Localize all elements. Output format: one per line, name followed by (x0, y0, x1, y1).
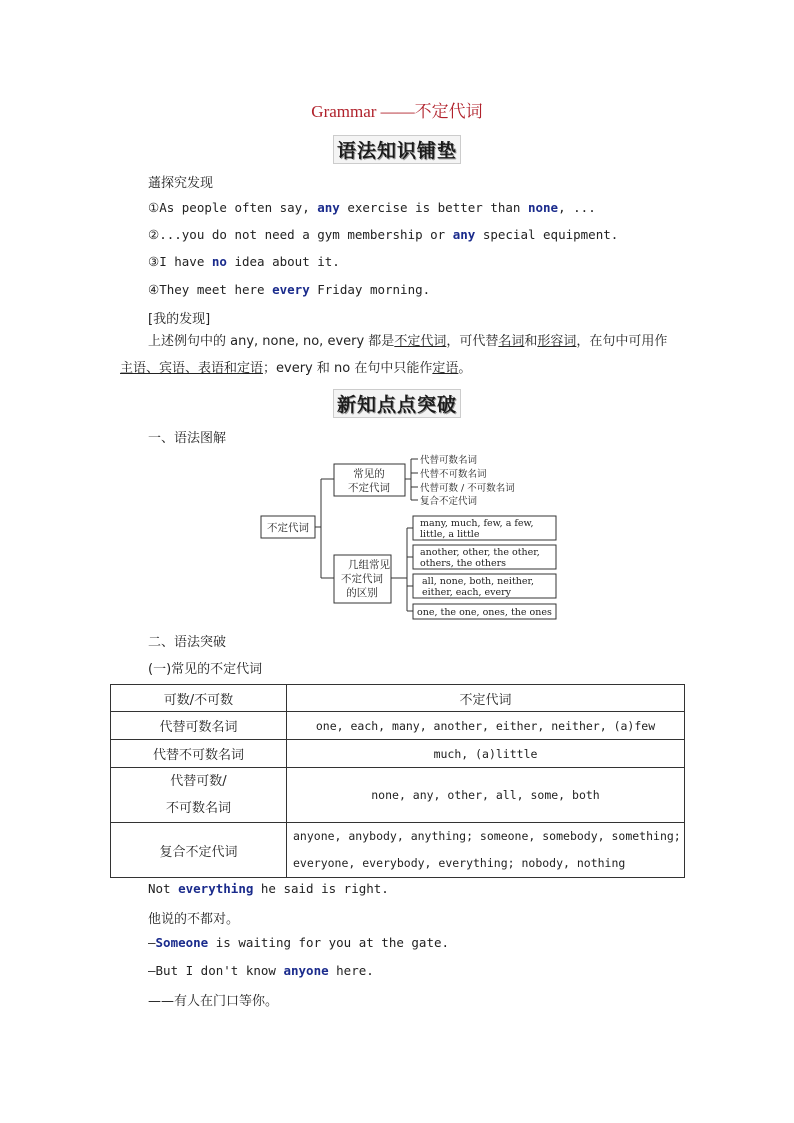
table-cell-value: none, any, other, all, some, both (287, 768, 685, 823)
section-banner-new-knowledge: 新知点点突破 (0, 389, 794, 418)
diagram-b1-item-4: 复合不定代词 (420, 496, 478, 507)
diagram-b1-item-1: 代替可数名词 (420, 455, 478, 466)
table-cell-label: 代替可数/ 不可数名词 (111, 768, 287, 823)
table-cell-label: 复合不定代词 (111, 823, 287, 878)
diagram-b2-item-3b: either, each, every (422, 587, 512, 598)
example-sentence-2: —Someone is waiting for you at the gate. (148, 935, 450, 950)
example-1: ①As people often say, any exercise is better than none, ... (148, 200, 596, 215)
diagram-b2-item-2a: another, other, the other, (420, 547, 540, 558)
explore-label: 蓪探究发现 (148, 176, 214, 191)
diagram-branch2-line2: 不定代词 (341, 573, 383, 585)
diagram-b1-item-2: 代替不可数名词 (420, 469, 487, 480)
diagram-branch2-line1: 几组常见 (348, 559, 390, 571)
subsection-heading-common: (一)常见的不定代词 (148, 662, 263, 677)
table-header-row (111, 685, 685, 712)
diagram-root: 不定代词 (267, 522, 309, 534)
diagram-b1-item-3: 代替可数 / 不可数名词 (420, 483, 515, 494)
section-heading-breakthrough: 二、语法突破 (148, 635, 227, 650)
discovery-label: [我的发现] (148, 312, 211, 327)
diagram-b2-item-1a: many, much, few, a few, (420, 518, 534, 529)
page-title: Grammar ——不定代词 (311, 102, 483, 121)
table-cell-label: 代替不可数名词 (111, 740, 287, 768)
discovery-paragraph: 上述例句中的 any, none, no, every 都是不定代词，可代替名词和形容词，在句中可用作主语、宾语、表语和定语；every 和 no 在句中只能作定语。 (120, 334, 668, 376)
table-cell-label: 代替可数名词 (111, 712, 287, 740)
diagram-b2-item-4: one, the one, ones, the ones (417, 607, 552, 618)
diagram-b2-item-1b: little, a little (420, 529, 480, 540)
table-row (111, 823, 685, 878)
diagram-b2-item-2b: others, the others (420, 558, 507, 569)
section-heading-diagram: 一、语法图解 (148, 431, 227, 446)
example-3: ③I have no idea about it. (148, 254, 340, 269)
table-cell-value: much, (a)little (287, 740, 685, 768)
table-header: 可数/不可数 (111, 685, 287, 712)
example-translation-2: ——有人在门口等你。 (148, 994, 279, 1009)
indefinite-pronoun-table (110, 684, 685, 878)
grammar-diagram (255, 452, 565, 624)
table-row (111, 768, 685, 823)
table-header: 不定代词 (287, 685, 685, 712)
diagram-branch1-line1: 常见的 (353, 468, 385, 480)
section-banner-grammar-basics: 语法知识铺垫 (0, 135, 794, 164)
diagram-b2-item-3a: all, none, both, neither, (422, 576, 535, 587)
table-row (111, 712, 685, 740)
diagram-branch1-line2: 不定代词 (348, 482, 390, 494)
table-cell-value: one, each, many, another, either, neither, (a)few (287, 712, 685, 740)
diagram-branch2-line3: 的区别 (346, 587, 378, 599)
table-cell-value: anyone, anybody, anything; someone, somebody, something; everyone, everybody, everything; nobody, nothing (287, 823, 685, 878)
table-row (111, 740, 685, 768)
example-2: ②...you do not need a gym membership or any special equipment. (148, 227, 619, 242)
example-sentence-3: —But I don't know anyone here. (148, 963, 374, 978)
example-sentence-1: Not everything he said is right. (148, 881, 389, 896)
example-4: ④They meet here every Friday morning. (148, 282, 431, 297)
example-translation-1: 他说的不都对。 (148, 912, 240, 927)
